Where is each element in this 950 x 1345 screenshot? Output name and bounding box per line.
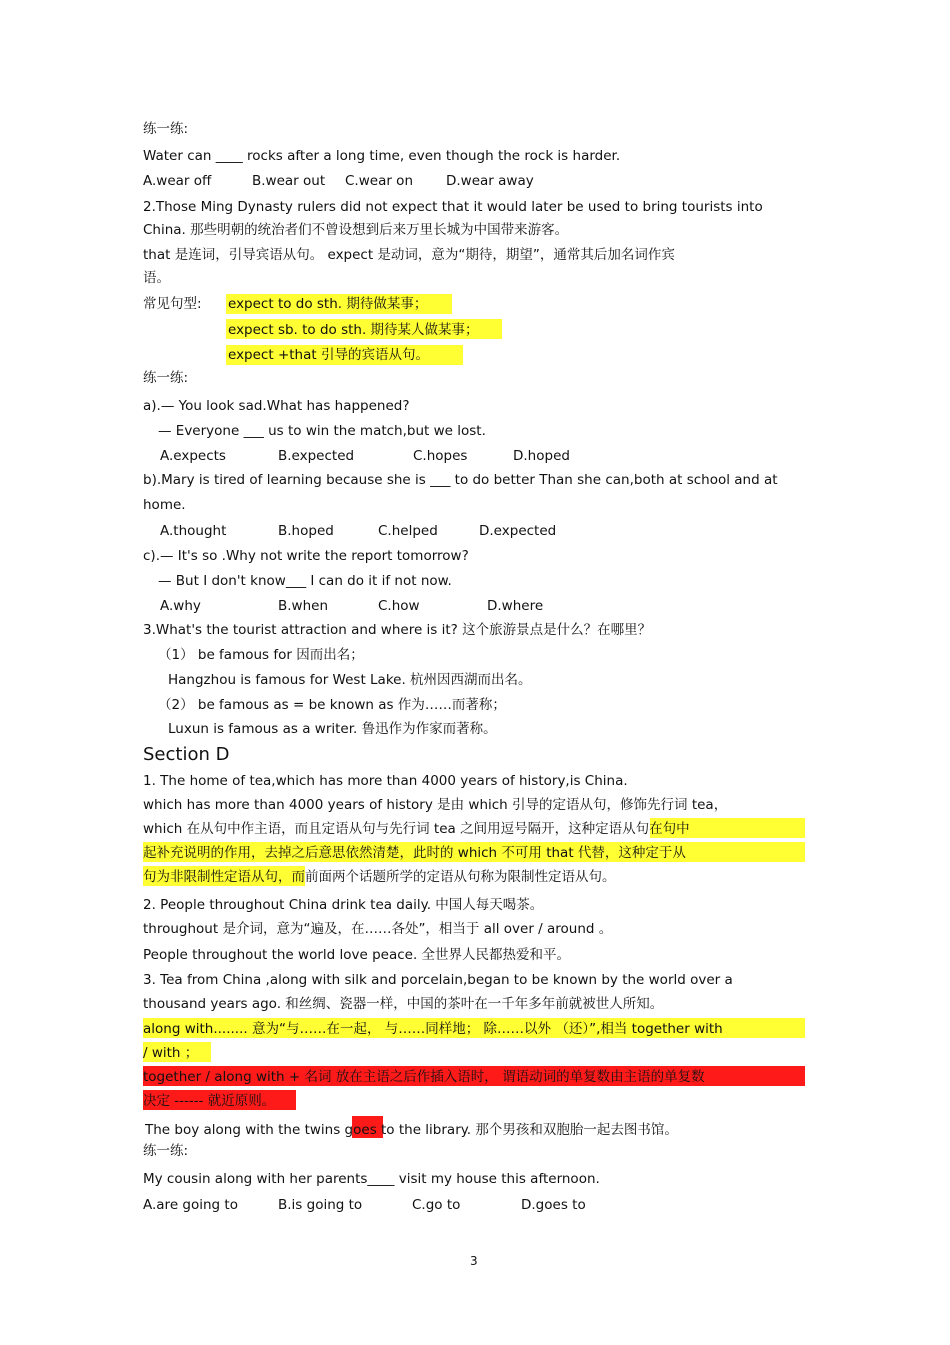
options-row xyxy=(143,172,534,190)
option-d: D.hoped xyxy=(513,448,570,464)
option-a: A.why xyxy=(160,598,201,614)
highlighted-text: 这种定语从句在句中 xyxy=(568,821,690,837)
option-b: B.wear out xyxy=(252,173,326,189)
option-a: A.wear off xyxy=(143,173,212,189)
paragraph-line: 1. The home of tea,which has more than 4000 years of history,is China. xyxy=(143,773,628,789)
paragraph-line: People throughout the world love peace. 全世界人民都热爱和平。 xyxy=(143,947,571,963)
paragraph-line: Luxun is famous as a writer. 鲁迅作为作家而著称。 xyxy=(168,721,497,737)
page-number: 3 xyxy=(470,1254,478,1268)
paragraph-line: 3.What's the tourist attraction and where is it? 这个旅游景点是什么？在哪里？ xyxy=(143,622,652,638)
option-b: B.when xyxy=(278,598,329,614)
option-b: B.expected xyxy=(278,448,355,464)
paragraph-line: 3. Tea from China ,along with silk and porcelain,began to be known by the world over a xyxy=(143,972,733,988)
option-a: A.expects xyxy=(160,448,226,464)
practice-label: 练一练: xyxy=(143,1143,189,1159)
paragraph-line: that 是连词，引导宾语从句。 expect 是动词，意为“期待，期望”，通常其后加名词作宾 xyxy=(143,247,675,263)
highlighted-text: 句为非限制性定语从句， xyxy=(143,869,292,885)
options-row xyxy=(160,447,570,465)
option-c: C.go to xyxy=(412,1197,461,1213)
pattern-item: expect to do sth. 期待做某事； xyxy=(228,296,428,312)
exercise-question: home. xyxy=(143,497,186,513)
paragraph-line: China. 那些明朝的统治者们不曾设想到后来万里长城为中国带来游客。 xyxy=(143,222,569,238)
exercise-question: — But I don't know___ I can do it if not now. xyxy=(158,573,452,589)
highlighted-line: along with........ 意为“与……在一起， 与……同样地； 除……以外 （还）”,相当 together with xyxy=(143,1021,723,1037)
option-d: D.wear away xyxy=(446,173,534,189)
text-span: which 在从句中作主语，而且定语从句与先行词 tea 之间用逗号隔开， xyxy=(143,821,569,837)
option-d: D.goes to xyxy=(521,1197,586,1213)
option-d: D.where xyxy=(487,598,544,614)
exercise-question: b).Mary is tired of learning because she is ___ to do better Than she can,both at school and at xyxy=(143,472,778,488)
options-row xyxy=(160,522,556,540)
exercise-question: a).— You look sad.What has happened? xyxy=(143,398,410,414)
pattern-item: expect +that 引导的宾语从句。 xyxy=(228,347,429,363)
options-row xyxy=(160,597,543,615)
highlighted-line: together / along with + 名词 放在主语之后作插入语时， 谓语动词的单复数由主语的单复数 xyxy=(143,1069,705,1085)
option-c: C.helped xyxy=(378,523,438,539)
pattern-item: expect sb. to do sth. 期待某人做某事； xyxy=(228,322,479,338)
paragraph-line: throughout 是介词，意为“遍及，在……各处”，相当于 all over / around 。 xyxy=(143,921,613,937)
paragraph-line: The boy along with the twins goes to the library. 那个男孩和双胞胎一起去图书馆。 xyxy=(145,1122,678,1138)
paragraph-line: 语。 xyxy=(143,270,170,286)
option-b: B.hoped xyxy=(278,523,334,539)
paragraph-line: （1） be famous for 因而出名； xyxy=(158,647,364,663)
section-title: Section D xyxy=(143,744,230,765)
paragraph-line: 2. People throughout China drink tea daily. 中国人每天喝茶。 xyxy=(143,897,544,913)
paragraph-line: thousand years ago. 和丝绸、瓷器一样，中国的茶叶在一千年多年前就被世人所知。 xyxy=(143,996,664,1012)
highlighted-line: 决定 ------ 就近原则。 xyxy=(143,1093,276,1109)
exercise-question: — Everyone ___ us to win the match,but we lost. xyxy=(158,423,486,439)
practice-label: 练一练: xyxy=(143,370,189,386)
option-a: A.are going to xyxy=(143,1197,238,1213)
practice-label: 练一练: xyxy=(143,121,189,137)
exercise-question: My cousin along with her parents____ visit my house this afternoon. xyxy=(143,1171,600,1187)
paragraph-line: （2） be famous as = be known as 作为……而著称； xyxy=(158,697,506,713)
paragraph-line: 2.Those Ming Dynasty rulers did not expect that it would later be used to bring tourists into xyxy=(143,199,763,215)
exercise-question: Water can ____ rocks after a long time, even though the rock is harder. xyxy=(143,148,621,164)
option-c: C.how xyxy=(378,598,420,614)
highlighted-line: / with ； xyxy=(143,1045,199,1061)
option-b: B.is going to xyxy=(278,1197,363,1213)
paragraph-line: which has more than 4000 years of history 是由 which 引导的定语从句，修饰先行词 tea， xyxy=(143,797,728,813)
paragraph-line xyxy=(143,820,690,838)
paragraph-line: 起补充说明的作用，去掉之后意思依然清楚，此时的 which 不可用 that 代替，这种定于从 xyxy=(143,845,686,861)
option-a: A.thought xyxy=(160,523,227,539)
common-patterns-label: 常见句型: xyxy=(143,296,202,312)
option-c: C.hopes xyxy=(413,448,468,464)
paragraph-line xyxy=(143,868,616,886)
option-c: C.wear on xyxy=(345,173,413,189)
text-span: 而前面两个话题所学的定语从句称为限制性定语从句。 xyxy=(291,869,616,885)
paragraph-line: Hangzhou is famous for West Lake. 杭州因西湖而出名。 xyxy=(168,672,532,688)
exercise-question: c).— It's so .Why not write the report tomorrow? xyxy=(143,548,469,564)
options-row xyxy=(143,1196,586,1214)
option-d: D.expected xyxy=(479,523,557,539)
